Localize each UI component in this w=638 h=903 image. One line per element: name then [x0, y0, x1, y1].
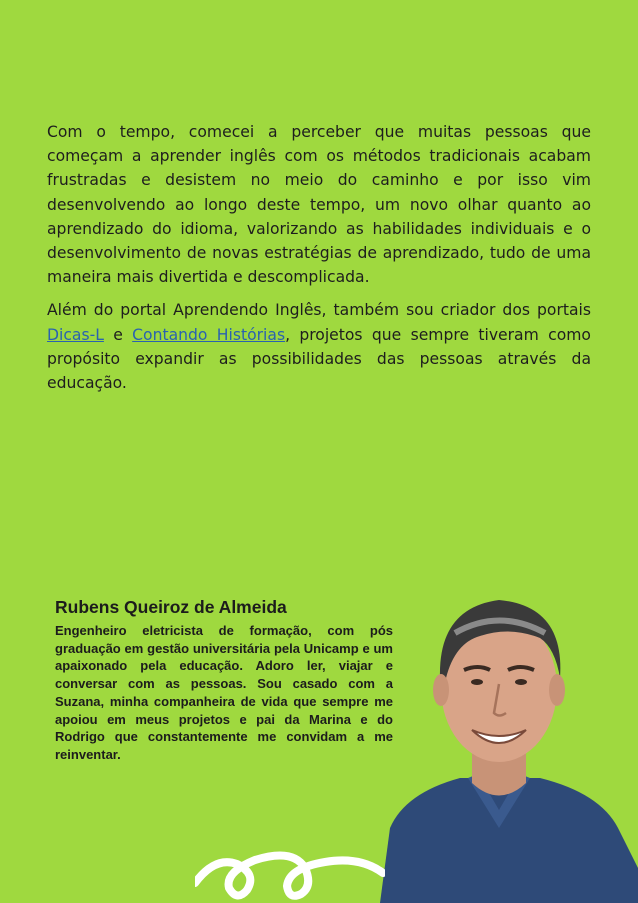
left-eye	[471, 679, 483, 685]
author-bio	[55, 597, 393, 764]
intro-paragraph-1: Com o tempo, comecei a perceber que muitas pessoas que começam a aprender inglês com os métodos tradicionais acabam frustradas e desistem no meio do caminho e por isso vim desenvolvendo ao longo deste tempo, um novo olhar quanto ao aprendizado do idioma, valorizando as habilidades individuais e o desenvolvimento de novas estratégias de aprendizado, tudo de uma maneira mais divertida e descomplicada.	[47, 123, 591, 287]
intro-text	[47, 120, 591, 404]
paragraph-2-before: Além do portal Aprendendo Inglês, também sou criador dos portais	[47, 301, 591, 320]
paragraph-2-between: e	[103, 325, 133, 344]
left-ear	[433, 674, 449, 706]
swirl-decoration	[195, 838, 385, 903]
paragraph-2-after: , projetos que sempre tiveram como propósito expandir as possibilidades das pessoas através da educação.	[47, 325, 591, 393]
author-photo	[360, 578, 638, 903]
author-name: Rubens Queiroz de Almeida	[55, 597, 287, 617]
dicas-l-link[interactable]: Dicas-L	[47, 325, 104, 344]
right-eye	[515, 679, 527, 685]
contando-historias-link[interactable]: Contando Histórias	[132, 325, 286, 344]
author-description: Engenheiro eletricista de formação, com pós graduação em gestão universitária pela Unicamp e um apaixonado pela educação. Adoro ler, viajar e conversar com as pessoas. Sou casado com a Suzana, minha companheira de vida que sempre me apoiou em meus projetos e pai da Marina e do Rodrigo que constantemente me convidam a me reinventar.	[55, 623, 393, 762]
right-ear	[549, 674, 565, 706]
intro-paragraph-2	[47, 298, 591, 395]
